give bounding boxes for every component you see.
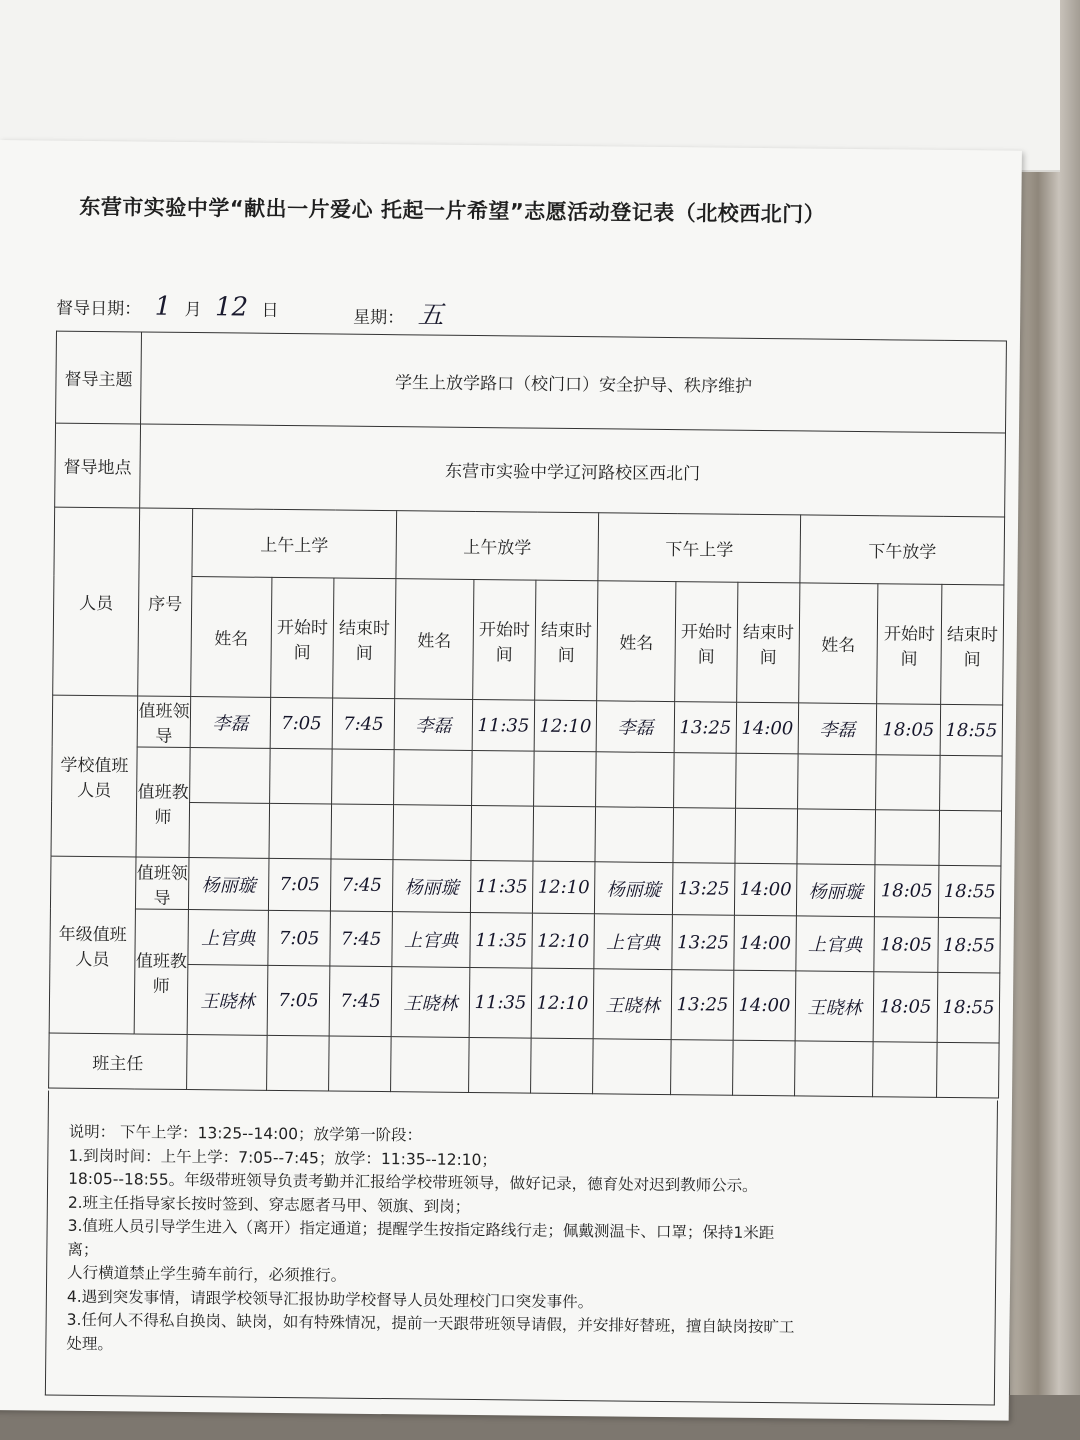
empty-cell [940,755,1003,811]
empty-cell [596,752,675,808]
period-header: 下午上学 [598,513,801,583]
start-header: 开始时间 [675,582,738,703]
end-time: 18:55 [938,917,1001,973]
end-time: 18:55 [937,972,1000,1043]
start-time: 13:25 [672,915,735,971]
empty-cell [797,809,876,865]
end-time: 7:45 [332,698,395,750]
signature-name: 上官典 [594,914,673,970]
end-header: 结束时间 [737,582,800,703]
start-time: 18:05 [874,865,939,918]
empty-cell [189,803,270,859]
start-time: 11:35 [470,912,533,968]
signature-name: 上官典 [796,916,875,972]
end-time: 7:45 [329,966,392,1037]
empty-cell [269,803,332,859]
empty-cell [270,748,333,804]
instructions-box [45,1091,998,1406]
date-line [56,291,279,323]
end-time: 14:00 [733,970,796,1041]
empty-cell [798,754,877,810]
weekday-value: 五 [417,300,444,331]
signature-name: 王晓林 [593,969,672,1040]
seq-duty-leader: 值班领导 [135,857,189,910]
start-time: 7:05 [268,910,331,966]
empty-cell [531,1038,594,1094]
start-time: 7:05 [267,965,330,1036]
note-line: 4.遇到突发事情，请跟学校领导汇报协助学校督导人员处理校门口突发事件。 [66,1287,594,1311]
signature-name: 王晓林 [187,965,268,1036]
note-line: 说明： 下午上学：13:25--14:00；放学第一阶段： [68,1122,423,1145]
date-month: 1 [154,291,172,322]
empty-cell [331,804,394,860]
end-time: 12:10 [531,968,594,1039]
location-row [55,423,1006,517]
empty-cell [795,1041,874,1097]
signature-name: 杨丽璇 [594,862,673,915]
empty-cell [939,810,1002,866]
note-line: 1.到岗时间：上午上学：7:05--7:45；放学：11:35--12:10； [68,1146,498,1169]
start-time: 13:25 [672,863,735,916]
seq-duty-teacher: 值班教师 [134,909,188,1035]
empty-cell [733,1040,796,1096]
start-time: 18:05 [874,917,939,973]
period-header: 上午放学 [396,511,599,581]
period-header-row [54,507,1005,585]
end-time: 18:55 [940,704,1003,756]
end-time: 7:45 [330,911,393,967]
day-char: 日 [261,300,279,321]
topic-label: 督导主题 [56,331,142,424]
start-time: 13:25 [674,702,737,754]
end-time: 12:10 [534,700,597,752]
empty-cell [393,805,472,861]
period-header: 上午上学 [192,509,397,579]
empty-cell [736,753,799,809]
note-line: 离； [67,1240,99,1259]
date-label: 督导日期： [56,298,142,320]
school-teacher-row-2 [51,801,1002,866]
empty-cell [937,1042,1000,1098]
homeroom-label: 班主任 [49,1033,188,1089]
end-time: 12:10 [532,861,595,914]
end-header: 结束时间 [535,580,598,701]
location-label: 督导地点 [55,423,141,508]
empty-cell [735,808,798,864]
seq-duty-leader: 值班领导 [137,696,191,748]
month-char: 月 [184,299,202,321]
form-title: 东营市实验中学“献出一片爱心 托起一片希望”志愿活动登记表（北校西北门） [79,194,826,227]
note-line: 3.值班人员引导学生进入（离开）指定通道；提醒学生按指定路线行走；佩戴测温卡、口罩；保持1米距 [67,1216,775,1243]
start-time: 11:35 [469,967,532,1038]
start-time: 18:05 [873,972,938,1043]
name-header: 姓名 [191,577,272,698]
note-line: 2.班主任指导家长按时签到、穿志愿者马甲、领旗、到岗； [67,1193,471,1216]
empty-cell [875,810,940,866]
note-line: 18:05--18:55。年级带班领导负责考勤并汇报给学校带班领导，做好记录，德育处对迟到教师公示。 [68,1169,758,1195]
empty-cell [674,753,737,809]
end-time: 12:10 [532,913,595,969]
empty-cell [873,1042,938,1098]
empty-cell [534,751,597,807]
signature-name: 上官典 [188,910,269,966]
empty-cell [876,755,941,811]
note-line: 处理。 [66,1334,114,1353]
signature-name: 杨丽璇 [188,858,269,911]
start-time: 7:05 [270,697,333,749]
school-group-label: 学校值班人员 [51,695,138,857]
signature-name: 李磊 [190,697,271,749]
empty-cell [391,1037,470,1093]
column-header-row [53,575,1004,705]
note-line: 3.任何人不得私自换岗、缺岗，如有特殊情况，提前一天跟带班领导请假，并安排好替班，擅自缺岗按旷工 [66,1310,795,1337]
end-time: 14:00 [734,863,797,916]
empty-cell [329,1036,392,1092]
weekday-line [353,294,452,332]
signature-name: 上官典 [392,912,471,968]
signature-name: 杨丽璇 [796,864,875,917]
school-teacher-row [52,746,1003,811]
empty-cell [190,748,271,804]
signature-name: 王晓林 [391,967,470,1038]
start-time: 11:35 [472,699,535,751]
empty-cell [533,806,596,862]
start-time: 18:05 [876,704,941,756]
end-header: 结束时间 [941,584,1004,705]
signature-name: 李磊 [394,699,473,751]
end-time: 14:00 [736,702,799,754]
seq-header: 序号 [138,508,193,697]
start-header: 开始时间 [271,577,334,698]
end-time: 14:00 [734,915,797,971]
note-line: 人行横道禁止学生骑车前行，必须推行。 [67,1263,347,1285]
empty-cell [469,1037,532,1093]
date-day: 12 [214,292,249,323]
seq-duty-teacher: 值班教师 [136,747,190,858]
end-header: 结束时间 [333,578,396,699]
start-time: 11:35 [470,860,533,913]
signature-name: 李磊 [798,703,877,755]
weekday-label: 星期： [353,307,405,329]
period-header: 下午放学 [800,515,1005,585]
grade-group-label: 年级值班人员 [49,856,136,1034]
empty-cell [673,808,736,864]
signature-name: 杨丽璇 [392,860,471,913]
registration-table [48,331,1007,1099]
grade-teacher-row-2 [49,963,1000,1043]
signature-name: 李磊 [596,701,675,753]
start-time: 7:05 [268,858,331,911]
signature-name: 王晓林 [795,971,874,1042]
empty-cell [332,749,395,805]
name-header: 姓名 [395,579,474,700]
location-value: 东营市实验中学辽河路校区西北门 [140,424,1006,517]
end-time: 18:55 [938,865,1001,918]
empty-cell [187,1035,268,1091]
empty-cell [472,750,535,806]
start-time: 13:25 [671,970,734,1041]
empty-cell [267,1035,330,1091]
empty-cell [595,807,674,863]
empty-cell [394,750,473,806]
personnel-header: 人员 [53,507,140,696]
empty-cell [671,1040,734,1096]
name-header: 姓名 [597,581,676,702]
name-header: 姓名 [799,583,878,704]
start-header: 开始时间 [877,584,942,705]
registration-form-sheet [0,140,1022,1421]
empty-cell [593,1039,672,1095]
start-header: 开始时间 [473,579,536,700]
topic-row [56,331,1007,433]
empty-cell [471,805,534,861]
end-time: 7:45 [330,859,393,912]
grade-teacher-row [50,908,1001,973]
topic-value: 学生上放学路口（校门口）安全护导、秩序维护 [141,332,1007,433]
homeroom-row [49,1033,1000,1098]
